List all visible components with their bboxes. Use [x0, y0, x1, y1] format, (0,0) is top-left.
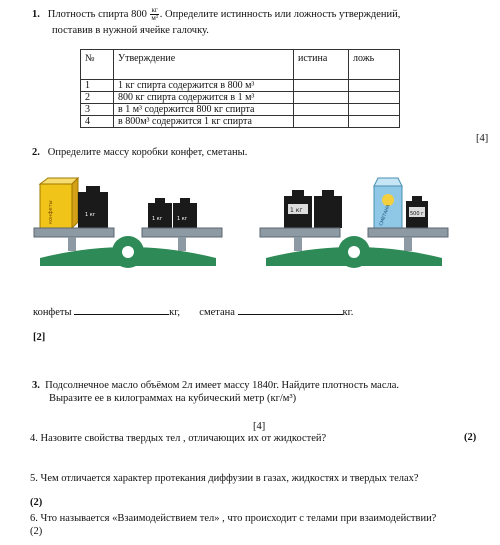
answer-sour-cream-unit: кг.	[342, 307, 354, 318]
col-statement-header: Утверждение	[114, 50, 294, 80]
q5-score: (2)	[30, 497, 43, 508]
q3-number: 3.	[32, 380, 40, 391]
q4-text: 4. Назовите свойства твердых тел , отличающих их от жидкостей?	[30, 433, 327, 444]
row-number: 3	[81, 104, 114, 116]
true-cell[interactable]	[294, 116, 349, 128]
left-pan	[260, 228, 340, 237]
candy-box-icon	[40, 178, 78, 228]
right-pan	[368, 228, 448, 237]
q2-question: Определите массу коробки конфет, сметаны.	[47, 147, 248, 158]
q2-text	[32, 146, 247, 159]
weight-1kg-icon	[148, 198, 172, 228]
true-cell[interactable]	[294, 80, 349, 92]
weight-1kg-icon	[78, 186, 108, 228]
weight-1kg-icon	[314, 190, 342, 228]
q6-text: 6. Что называется «Взаимодействием тел» , что происходит с телами при взаимодействии?	[30, 513, 437, 524]
q2-number: 2.	[32, 147, 40, 158]
table-header-row	[81, 50, 400, 80]
row-statement: 800 кг спирта содержится в 1 м³	[114, 92, 294, 104]
q2-score: [2]	[33, 332, 46, 343]
svg-text:конфеты: конфеты	[48, 200, 54, 224]
right-pan	[142, 228, 222, 237]
q3-score: [4]	[253, 421, 266, 432]
q3-line2: Выразите ее в килограммах на кубический метр (кг/м³)	[49, 393, 297, 404]
true-cell[interactable]	[294, 104, 349, 116]
row-statement: в 800м³ содержится 1 кг спирта	[114, 116, 294, 128]
table-row	[81, 80, 400, 92]
q2-answer-line	[33, 305, 493, 319]
row-statement: в 1 м³ содержится 800 кг спирта	[114, 104, 294, 116]
q1-score: [4]	[476, 133, 489, 144]
row-statement: 1 кг спирта содержится в 800 м³	[114, 80, 294, 92]
true-cell[interactable]	[294, 92, 349, 104]
table-row	[81, 92, 400, 104]
svg-text:1 кг: 1 кг	[152, 216, 163, 222]
q1-text-a: Плотность спирта 800	[47, 8, 147, 20]
svg-text:СМЕТАНА: СМЕТАНА	[379, 204, 392, 227]
svg-text:500 г: 500 г	[410, 211, 424, 217]
answer-sour-cream-input[interactable]	[238, 305, 343, 315]
q6-score: (2)	[30, 526, 43, 537]
answer-candies-label: конфеты	[33, 307, 72, 318]
weight-1kg-icon	[284, 190, 312, 228]
answer-candies-input[interactable]	[74, 305, 169, 315]
svg-text:1 кг: 1 кг	[85, 212, 96, 218]
statements-table	[80, 49, 400, 128]
sour-cream-pack-icon	[374, 178, 402, 228]
q3-line1: Подсолнечное масло объёмом 2л имеет массу 1840г. Найдите плотность масла.	[45, 380, 400, 391]
q1-density-fraction: $\frac{кг}{\text{м³}}$	[151, 6, 158, 22]
false-cell[interactable]	[349, 116, 400, 128]
weight-1kg-icon	[173, 198, 197, 228]
table-row	[81, 104, 400, 116]
scale-candies-illustration	[30, 176, 225, 276]
row-number: 1	[81, 80, 114, 92]
table-row	[81, 116, 400, 128]
row-number: 2	[81, 92, 114, 104]
false-cell[interactable]	[349, 104, 400, 116]
q1-line2: поставив в нужной ячейке галочку.	[52, 25, 209, 36]
answer-candies-unit: кг,	[169, 307, 181, 318]
svg-text:1 кг: 1 кг	[177, 216, 188, 222]
scale-sour-cream-illustration	[256, 176, 451, 276]
answer-sour-cream-label: сметана	[199, 307, 235, 318]
false-cell[interactable]	[349, 80, 400, 92]
left-pan	[34, 228, 114, 237]
q1-number: 1.	[32, 8, 40, 20]
svg-text:1 кг: 1 кг	[290, 207, 303, 214]
weight-500g-icon	[406, 196, 428, 228]
col-number-header: №	[81, 50, 114, 80]
row-number: 4	[81, 116, 114, 128]
col-false-header: ложь	[349, 50, 400, 80]
q1-text-b: . Определите истинность или ложность утверждений,	[159, 8, 401, 20]
q5-text: 5. Чем отличается характер протекания диффузии в газах, жидкостях и твердых телах?	[30, 473, 419, 484]
q1-text	[32, 7, 492, 22]
q3-text	[32, 379, 497, 392]
col-true-header: истина	[294, 50, 349, 80]
false-cell[interactable]	[349, 92, 400, 104]
q4-score: (2)	[464, 432, 477, 443]
